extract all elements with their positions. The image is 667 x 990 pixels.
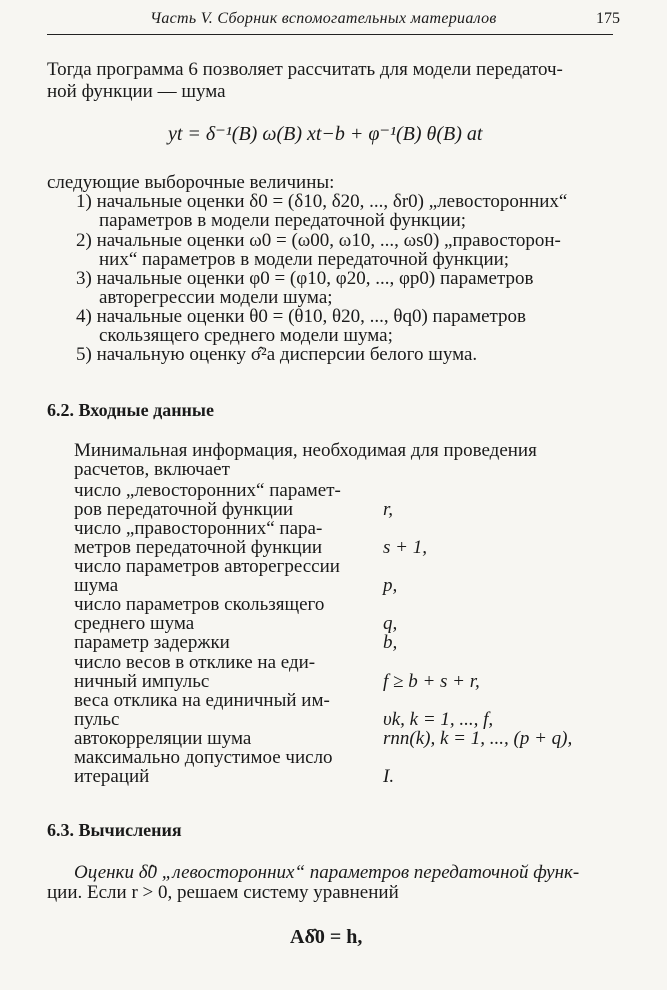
row-3-label-line-2: шума (74, 575, 119, 596)
intro-line-3: следующие выборочные величины: (47, 172, 335, 193)
row-1-label-line-1: число „левосторонних“ парамет- (74, 480, 341, 501)
intro-line-1: Тогда программа 6 позволяет рассчитать для модели передаточ- (47, 59, 563, 80)
list-item-3-line-2: авторегрессии модели шума; (99, 287, 333, 308)
list-item-5-line-1: 5) начальную оценку σ̂²a дисперсии белого шума. (76, 344, 478, 365)
row-9-label-line-1: максимально допустимое число (74, 747, 333, 768)
section-6-2-para-line-1: Минимальная информация, необходимая для проведения (74, 440, 537, 461)
header-rule (47, 34, 613, 35)
row-7-label-line-2: пульс (74, 709, 120, 730)
row-8-label-line-1: автокорреляции шума (74, 728, 252, 749)
row-1-value: r, (383, 499, 394, 520)
section-6-3-line-1: Оценки δ̂0 „левосторонних“ параметров передаточной функ- (74, 862, 580, 883)
row-4-label-line-1: число параметров скользящего (74, 594, 325, 615)
system-equation: Aδ̂0 = h, (290, 926, 363, 948)
row-6-label-line-2: ничный импульс (74, 671, 210, 692)
running-title: Часть V. Сборник вспомогательных материалов (150, 10, 497, 27)
list-item-2-line-2: них“ параметров в модели передаточной функции; (99, 249, 510, 270)
row-2-label-line-1: число „правосторонних“ пара- (74, 518, 323, 539)
row-6-label-line-1: число весов в отклике на еди- (74, 652, 316, 673)
list-item-2-line-1: 2) начальные оценки ω0 = (ω00, ω10, ..., ωs0) „правосторон- (76, 230, 561, 251)
section-6-3-heading: 6.3. Вычисления (47, 820, 182, 840)
row-6-value: f ≥ b + s + r, (383, 671, 480, 692)
row-1-label-line-2: ров передаточной функции (74, 499, 294, 520)
section-6-3-line-2: ции. Если r > 0, решаем систему уравнений (47, 882, 399, 903)
list-item-1-line-2: параметров в модели передаточной функции; (99, 210, 467, 231)
row-3-label-line-1: число параметров авторегрессии (74, 556, 340, 577)
row-3-value: p, (383, 575, 398, 596)
row-8-value: rnn(k), k = 1, ..., (p + q), (383, 728, 573, 749)
row-7-value: υk, k = 1, ..., f, (383, 709, 494, 730)
section-6-2-para-line-2: расчетов, включает (74, 459, 230, 480)
list-item-3-line-1: 3) начальные оценки φ0 = (φ10, φ20, ..., φp0) параметров (76, 268, 534, 289)
row-2-value: s + 1, (383, 537, 427, 558)
intro-line-2: ной функции — шума (47, 81, 226, 102)
row-7-label-line-1: веса отклика на единичный им- (74, 690, 330, 711)
row-2-label-line-2: метров передаточной функции (74, 537, 323, 558)
list-item-4-line-1: 4) начальные оценки θ0 = (θ10, θ20, ..., θq0) параметров (76, 306, 527, 327)
main-equation: yt = δ⁻¹(B) ω(B) xt−b + φ⁻¹(B) θ(B) at (168, 123, 483, 145)
list-item-4-line-2: скользящего среднего модели шума; (99, 325, 393, 346)
list-item-1-line-1: 1) начальные оценки δ0 = (δ10, δ20, ..., δr0) „левосторонних“ (76, 191, 568, 212)
row-9-value: I. (383, 766, 395, 787)
section-6-2-heading: 6.2. Входные данные (47, 400, 214, 420)
row-5-label-line-1: параметр задержки (74, 632, 230, 653)
row-4-label-line-2: среднего шума (74, 613, 195, 634)
running-header (150, 8, 620, 30)
page-number: 175 (596, 10, 620, 27)
row-9-label-line-2: итераций (74, 766, 150, 787)
row-5-value: b, (383, 632, 398, 653)
row-4-value: q, (383, 613, 398, 634)
